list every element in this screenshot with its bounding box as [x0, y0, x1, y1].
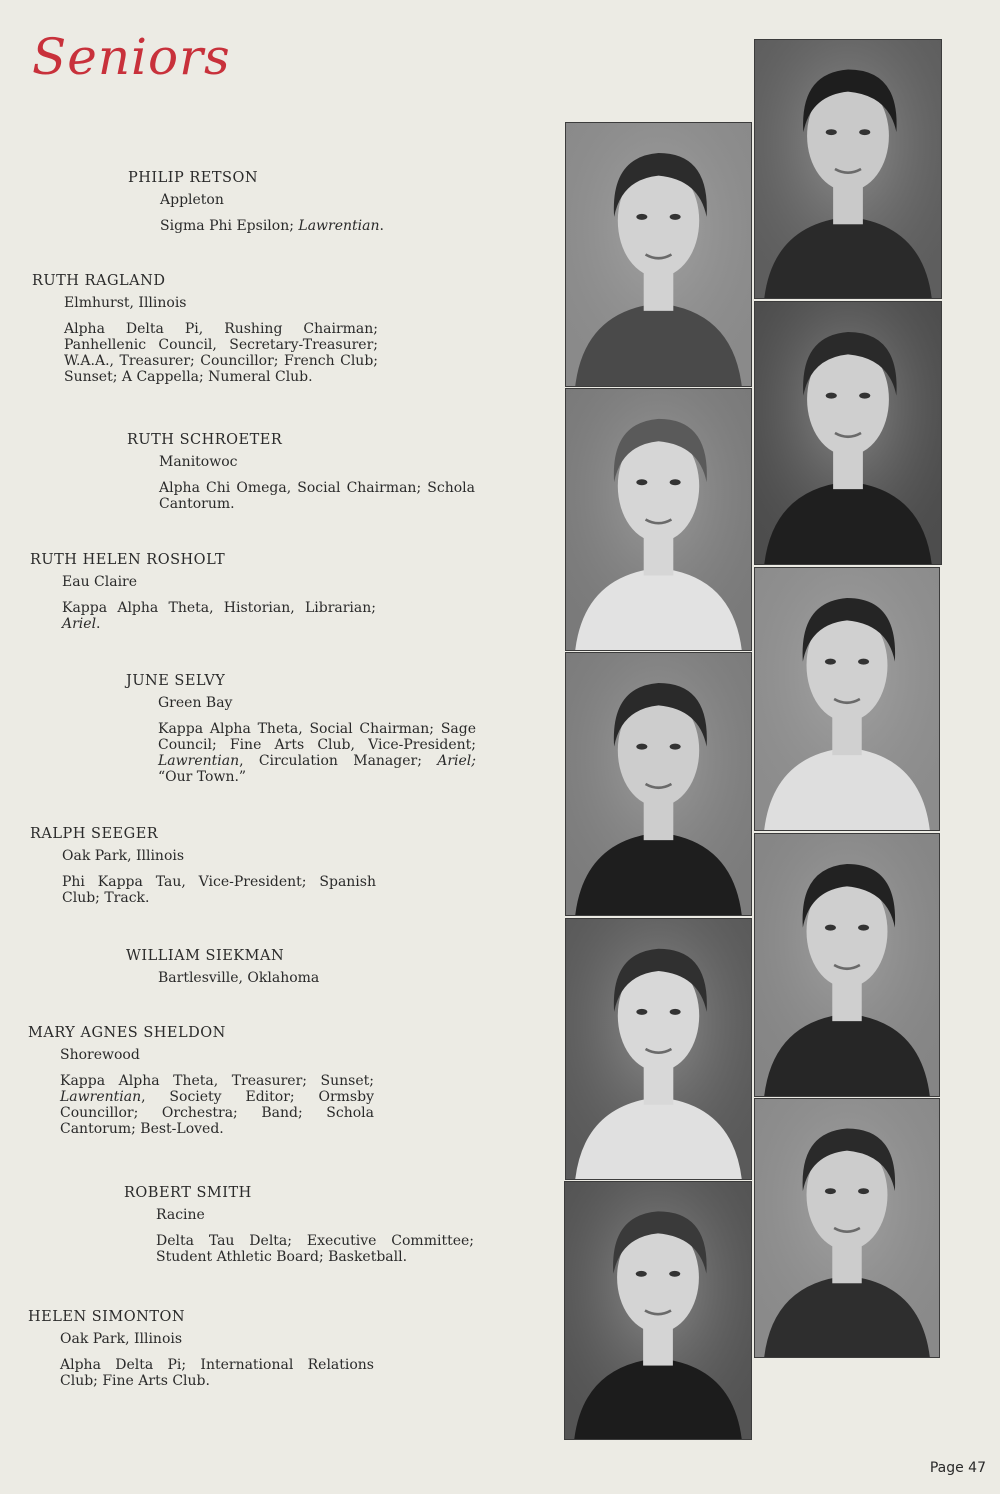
senior-activities: [64, 321, 378, 385]
activity-italic-text: Ariel;: [437, 753, 476, 769]
senior-entry: [28, 1025, 374, 1137]
senior-activities: [62, 874, 376, 906]
activity-text: Kappa Alpha Theta, Treasurer; Sunset;: [60, 1073, 374, 1089]
senior-activities: [158, 721, 476, 785]
page-number: Page 47: [929, 1460, 986, 1476]
activity-text: Kappa Alpha Theta, Social Chairman; Sage Council; Fine Arts Club, Vice-President;: [158, 721, 476, 753]
activity-text: “Our Town.”: [158, 769, 247, 785]
senior-activities: [60, 1073, 374, 1137]
senior-entry: [127, 432, 475, 512]
senior-hometown: Racine: [156, 1207, 205, 1223]
activity-text: Delta Tau Delta; Executive Committee; Student Athletic Board; Basketball.: [156, 1233, 474, 1265]
activity-italic-text: Lawrentian: [158, 753, 240, 769]
portrait-philip-retson: [754, 39, 942, 299]
senior-hometown: Oak Park, Illinois: [62, 848, 185, 864]
senior-hometown: Oak Park, Illinois: [60, 1331, 183, 1347]
senior-hometown: Elmhurst, Illinois: [64, 295, 187, 311]
senior-activities: [60, 1357, 374, 1389]
activity-text: .: [379, 218, 384, 234]
senior-entry: [126, 948, 426, 986]
activity-italic-text: Lawrentian: [298, 218, 380, 234]
activity-italic-text: Ariel: [62, 616, 97, 632]
senior-name: JUNE SELVY: [126, 673, 226, 689]
senior-hometown: Eau Claire: [62, 574, 138, 590]
senior-name: RUTH RAGLAND: [32, 273, 166, 289]
senior-name: RUTH HELEN ROSHOLT: [30, 552, 226, 568]
portrait-helen-simonton: [564, 1181, 752, 1440]
senior-entry: [124, 1185, 474, 1265]
portrait-ruth-helen-rosholt: [565, 388, 752, 651]
senior-hometown: Appleton: [160, 192, 224, 208]
senior-hometown: Shorewood: [60, 1047, 140, 1063]
senior-name: MARY AGNES SHELDON: [28, 1025, 226, 1041]
activity-text: Alpha Delta Pi; International Relations Club; Fine Arts Club.: [60, 1357, 374, 1389]
senior-name: PHILIP RETSON: [128, 170, 259, 186]
senior-activities: [160, 218, 390, 234]
portrait-ruth-ragland: [565, 122, 752, 387]
senior-name: RALPH SEEGER: [30, 826, 159, 842]
activity-text: Alpha Chi Omega, Social Chairman; Schola Cantorum.: [159, 480, 475, 512]
senior-entry: [30, 826, 376, 906]
senior-activities: [159, 480, 475, 512]
senior-name: ROBERT SMITH: [124, 1185, 252, 1201]
senior-entry: [32, 273, 378, 385]
portrait-robert-smith: [754, 1098, 940, 1358]
senior-name: HELEN SIMONTON: [28, 1309, 186, 1325]
portrait-ralph-seeger: [565, 652, 752, 916]
senior-hometown: Green Bay: [158, 695, 233, 711]
senior-entry: [28, 1309, 374, 1389]
activity-text: Kappa Alpha Theta, Historian, Librarian;: [62, 600, 376, 616]
portrait-june-selvy: [754, 567, 940, 831]
senior-activities: [62, 600, 376, 632]
senior-hometown: Manitowoc: [159, 454, 238, 470]
senior-entry: [128, 170, 390, 234]
activity-text: Sigma Phi Epsilon;: [160, 218, 299, 234]
activity-text: , Society Editor; Ormsby Councillor; Orchestra; Band; Schola Cantorum; Best-Loved.: [60, 1089, 374, 1137]
activity-text: .: [96, 616, 101, 632]
senior-entry: [126, 673, 476, 785]
activity-text: , Circulation Manager;: [239, 753, 438, 769]
section-title: Seniors: [32, 28, 231, 86]
senior-name: WILLIAM SIEKMAN: [126, 948, 285, 964]
activity-text: Phi Kappa Tau, Vice-President; Spanish Club; Track.: [62, 874, 376, 906]
activity-text: Alpha Delta Pi, Rushing Chairman; Panhellenic Council, Secretary-Treasurer; W.A.A., Treasurer; Councillor; French Club; Sunset; A Cappella; Numeral Club.: [64, 321, 378, 385]
portrait-ruth-schroeter: [754, 301, 942, 565]
senior-entry: [30, 552, 376, 632]
senior-hometown: Bartlesville, Oklahoma: [158, 970, 320, 986]
senior-name: RUTH SCHROETER: [127, 432, 283, 448]
activity-italic-text: Lawrentian: [60, 1089, 142, 1105]
senior-activities: [156, 1233, 474, 1265]
portrait-william-siekman: [754, 833, 940, 1097]
portrait-mary-agnes-sheldon: [565, 918, 752, 1180]
